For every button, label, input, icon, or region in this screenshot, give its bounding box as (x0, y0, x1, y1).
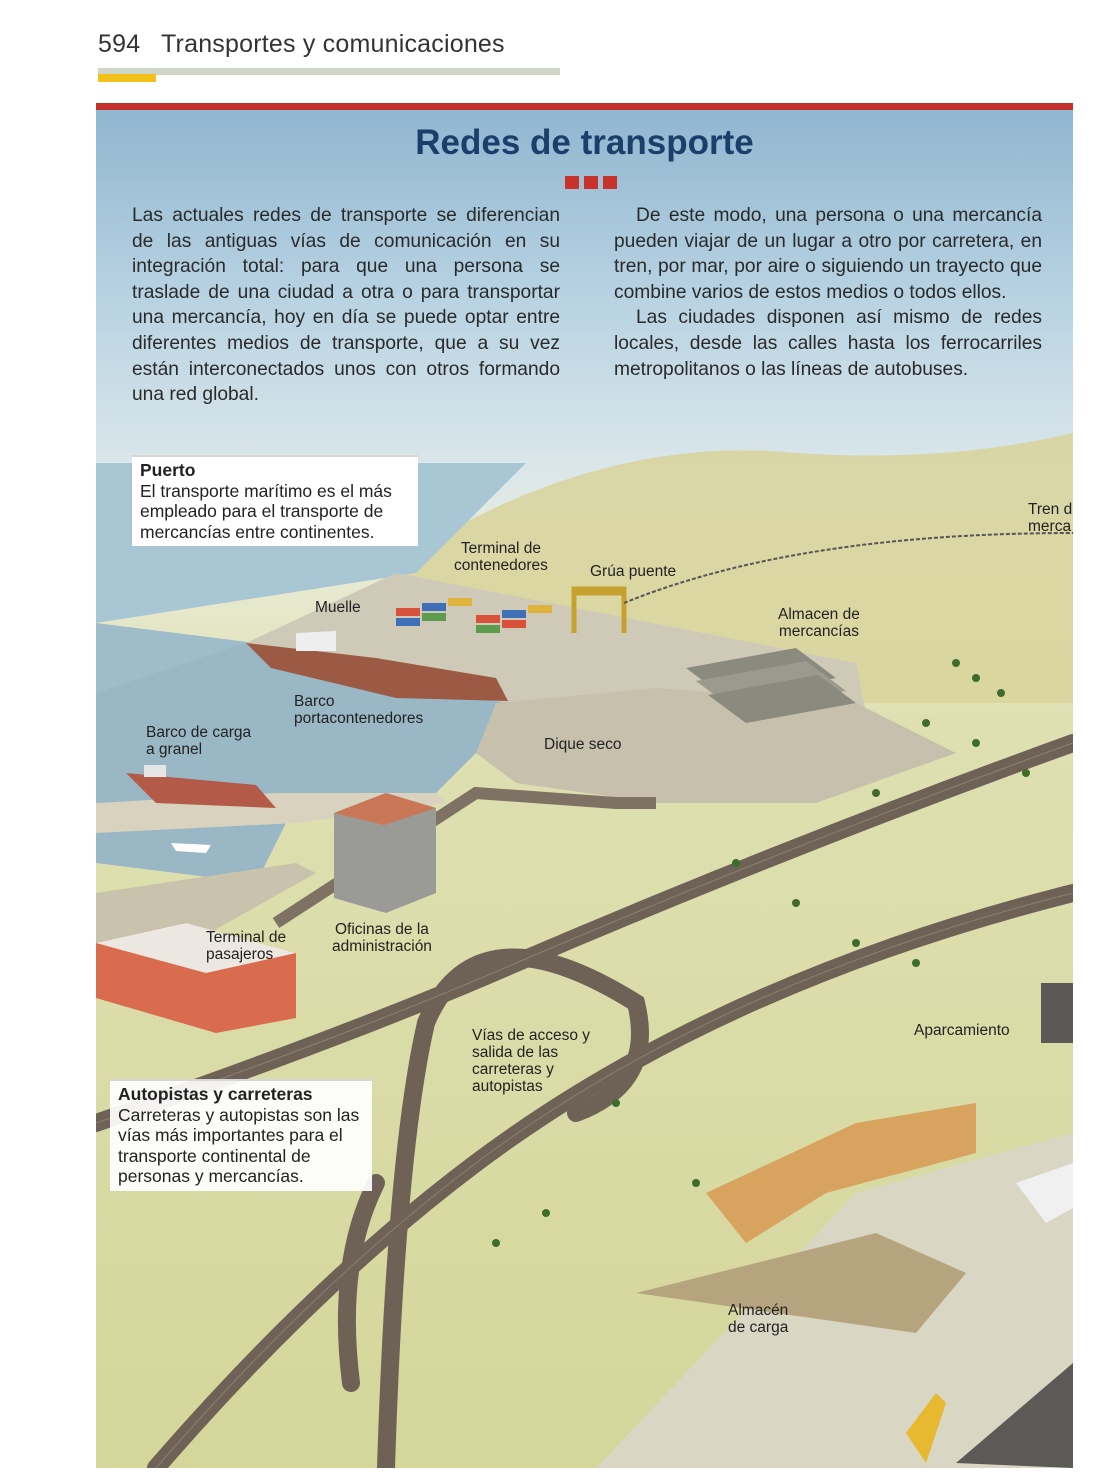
body-column-right (614, 203, 1042, 382)
label-muelle: Muelle (315, 599, 361, 616)
label-barco-portacontenedores: Barco portacontenedores (294, 693, 424, 727)
header-rule (98, 68, 560, 75)
section-title: Transportes y comunicaciones (161, 30, 505, 58)
label-terminal-pasajeros: Terminal de pasajeros (206, 929, 287, 963)
label-terminal-contenedores: Terminal de contenedores (454, 540, 548, 574)
label-almacen-carga: Almacén de carga (728, 1302, 789, 1336)
callout-port-title: Puerto (140, 460, 196, 480)
page-number: 594 (98, 30, 141, 58)
label-aparcamiento: Aparcamiento (914, 1022, 1010, 1039)
label-vias-acceso: Vías de acceso y salida de las carreteras y autopistas (472, 1027, 591, 1095)
label-almacen-mercancias: Almacen de mercancías (778, 606, 860, 640)
header-accent-bar (98, 74, 156, 82)
label-barco-granel: Barco de carga a granel (146, 724, 252, 758)
body-paragraph-3: Las ciudades disponen así mismo de redes locales, desde las calles hasta los ferrocarriles metropolitanos o las líneas de autobuses. (614, 307, 1042, 380)
label-dique-seco: Dique seco (544, 736, 622, 753)
panel-top-bar (96, 103, 1073, 110)
article-title: Redes de transporte (415, 123, 754, 162)
label-oficinas-administracion: Oficinas de la administración (332, 921, 432, 955)
callout-roads (110, 1079, 372, 1191)
page-header (98, 30, 505, 59)
title-decoration (565, 176, 622, 194)
label-tren-mercancias: Tren d merca (1028, 501, 1073, 535)
body-paragraph-1: Las actuales redes de transporte se diferencian de las antiguas vías de comunicación en su integración total: para que una persona se traslade de una ciudad a otra o para transportar una mercancía, hoy en día se puede optar entre diferentes medios de transporte, que a su vez están interconectados unos con otros formando una red global. (132, 205, 560, 406)
body-column-left (132, 203, 560, 408)
callout-roads-title: Autopistas y carreteras (118, 1084, 313, 1104)
label-grua-puente: Grúa puente (590, 563, 677, 580)
callout-roads-text: Carreteras y autopistas son las vías más importantes para el transporte continental de personas y mercancías. (118, 1104, 360, 1186)
callout-port (132, 455, 418, 546)
body-paragraph-2: De este modo, una persona o una mercancía pueden viajar de un lugar a otro por carretera, en tren, por mar, por aire o siguiendo un trayecto que combine varios de estos medios o todos ellos. (614, 205, 1042, 303)
callout-port-text: El transporte marítimo es el más empleado para el transporte de mercancías entre continentes. (140, 480, 392, 542)
illustration-panel (96, 103, 1073, 1468)
